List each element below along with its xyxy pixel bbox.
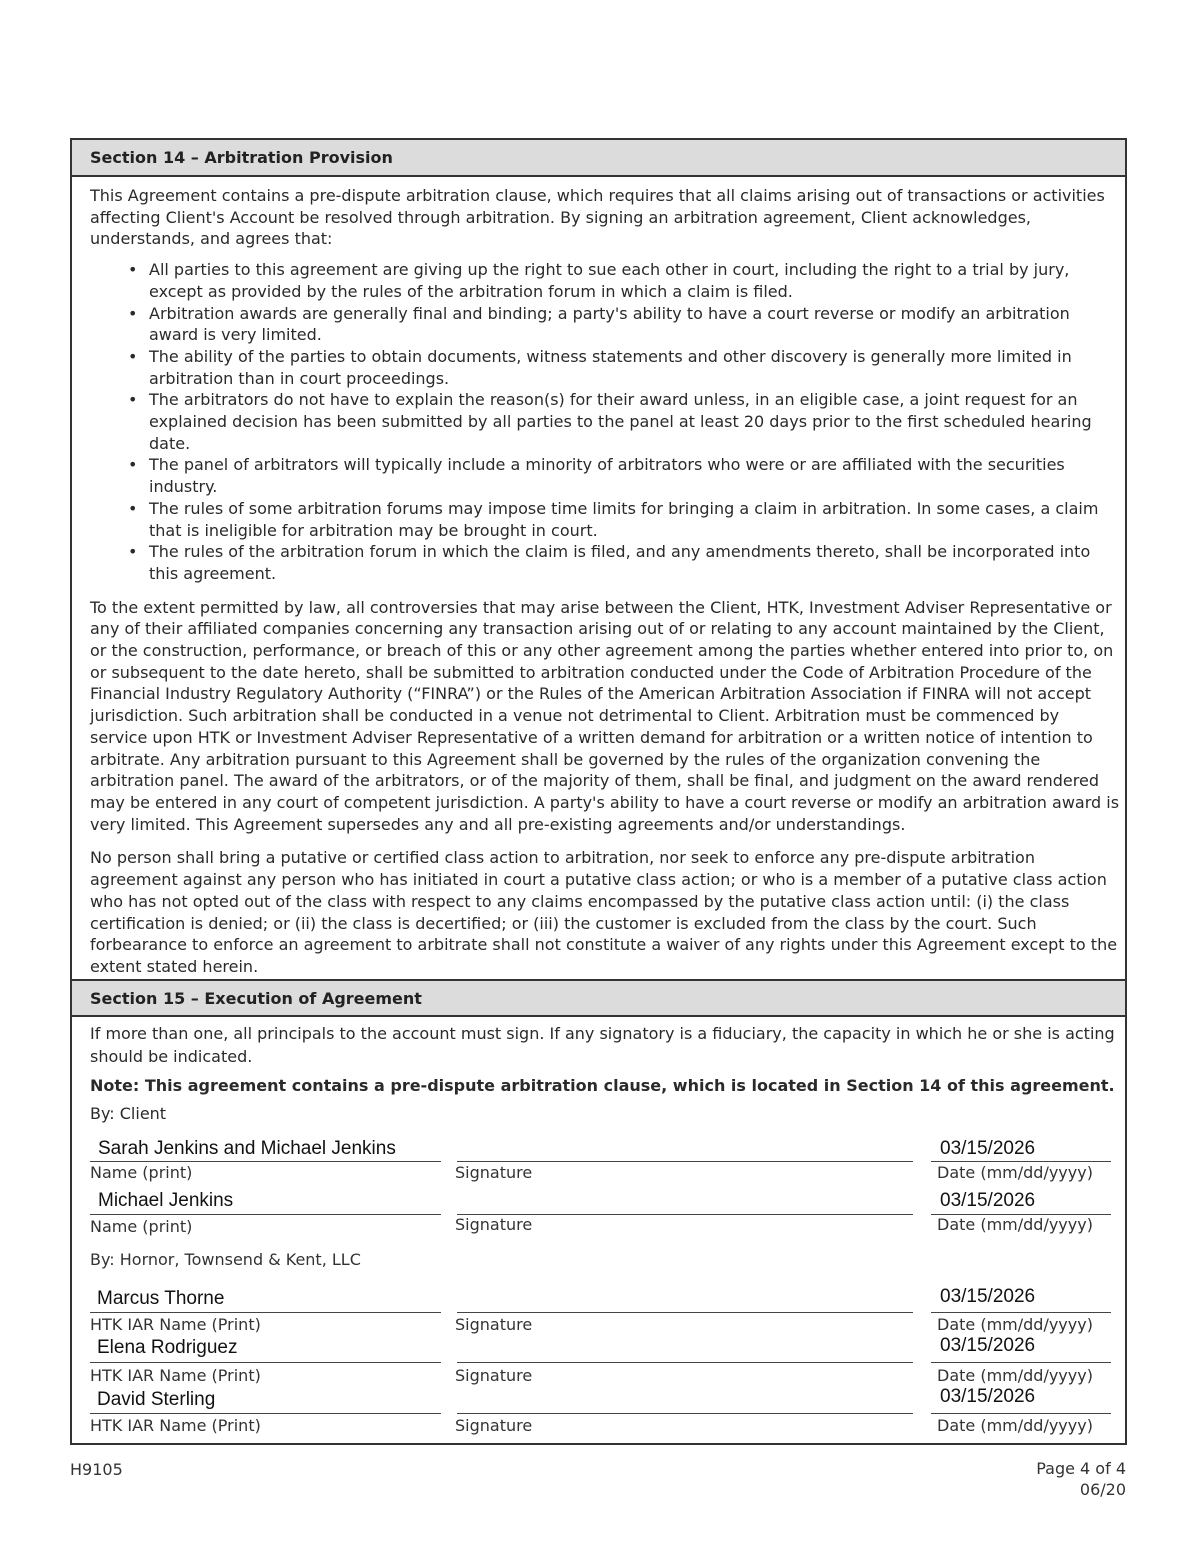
name-print-label: Name (print)	[90, 1163, 193, 1182]
iar-date-2[interactable]: 03/15/2026	[940, 1335, 1036, 1356]
section-15-title: Section 15 – Execution of Agreement	[90, 988, 422, 1008]
date-line	[931, 1362, 1111, 1363]
client-name-2[interactable]: Michael Jenkins	[98, 1190, 234, 1211]
iar-name-2[interactable]: Elena Rodriguez	[97, 1337, 238, 1358]
name-line	[90, 1214, 441, 1215]
signature-line	[457, 1312, 913, 1313]
date-label: Date (mm/dd/yyyy)	[937, 1366, 1093, 1385]
section-14-body	[90, 185, 1120, 978]
section-15-body	[90, 1022, 1120, 1125]
iar-date-1[interactable]: 03/15/2026	[940, 1286, 1036, 1307]
bullet-item: • The arbitrators do not have to explain the reason(s) for their award unless, in an eligible case, a joint request for an explained decision has been submitted by all parties to the panel at least 20 days prior to the first scheduled hearing date.	[90, 389, 1120, 454]
signature-label: Signature	[455, 1416, 533, 1435]
signature-label: Signature	[455, 1366, 533, 1385]
agreement-frame	[70, 138, 1127, 1445]
by-client-label: By: Client	[90, 1104, 167, 1123]
date-line	[931, 1161, 1111, 1162]
signature-label: Signature	[455, 1163, 533, 1182]
bullet-item: • The rules of some arbitration forums may impose time limits for bringing a claim in arbitration. In some cases, a claim that is ineligible for arbitration may be brought in court.	[90, 498, 1120, 541]
section-15-header	[72, 979, 1125, 1017]
bullet-item: • The ability of the parties to obtain documents, witness statements and other discovery is generally more limited in arbitration than in court proceedings.	[90, 346, 1120, 389]
section-14-header	[72, 140, 1125, 177]
signature-line	[457, 1362, 913, 1363]
client-name-1[interactable]: Sarah Jenkins and Michael Jenkins	[98, 1138, 396, 1159]
date-label: Date (mm/dd/yyyy)	[937, 1315, 1093, 1334]
date-label: Date (mm/dd/yyyy)	[937, 1416, 1093, 1435]
date-label: Date (mm/dd/yyyy)	[937, 1163, 1093, 1182]
section-14-paragraph-2: To the extent permitted by law, all controversies that may arise between the Client, HTK, Investment Adviser Representative or any of their affiliated companies concerning any transaction arising out of or relating to any account maintained by the Client, or the construction, performance, or breach of this or any other agreement among the parties whether entered into prior to, on or subsequent to the date hereto, shall be submitted to arbitration conducted under the Code of Arbitration Procedure of the Financial Industry Regulatory Authority (“FINRA”) or the Rules of the American Arbitration Association if FINRA will not accept jurisdiction. Such arbitration shall be conducted in a venue not detrimental to Client. Arbitration must be commenced by service upon HTK or Investment Adviser Representative of a written demand for arbitration or a written notice of intention to arbitrate. Any arbitration pursuant to this Agreement shall be governed by the rules of the organization convening the arbitration panel. The award of the arbitrators, or of the majority of them, shall be final, and judgment on the award rendered may be entered in any court of competent jurisdiction. A party's ability to have a court reverse or modify an arbitration award is very limited. This Agreement supersedes any and all pre-existing agreements and/or understandings.	[90, 597, 1120, 834]
iar-name-label: HTK IAR Name (Print)	[90, 1366, 261, 1385]
bullet-item: • All parties to this agreement are giving up the right to sue each other in court, including the right to a trial by jury, except as provided by the rules of the arbitration forum in which a claim is filed.	[90, 259, 1120, 302]
section-15-intro: If more than one, all principals to the account must sign. If any signatory is a fiduciary, the capacity in which he or she is acting should be indicated.	[90, 1024, 1115, 1066]
bullet-item: • The rules of the arbitration forum in which the claim is filed, and any amendments thereto, shall be incorporated into this agreement.	[90, 541, 1120, 584]
iar-name-label: HTK IAR Name (Print)	[90, 1315, 261, 1334]
date-label: Date (mm/dd/yyyy)	[937, 1215, 1093, 1234]
signature-label: Signature	[455, 1215, 533, 1234]
client-date-1[interactable]: 03/15/2026	[940, 1138, 1036, 1159]
client-date-2[interactable]: 03/15/2026	[940, 1190, 1036, 1211]
name-print-label: Name (print)	[90, 1217, 193, 1236]
iar-name-3[interactable]: David Sterling	[97, 1389, 216, 1410]
bullet-item: • Arbitration awards are generally final and binding; a party's ability to have a court reverse or modify an arbitration award is very limited.	[90, 303, 1120, 346]
signature-line	[457, 1413, 913, 1414]
bullet-item: • The panel of arbitrators will typically include a minority of arbitrators who were or are affiliated with the securities industry.	[90, 454, 1120, 497]
section-14-title: Section 14 – Arbitration Provision	[90, 148, 393, 167]
iar-name-1[interactable]: Marcus Thorne	[97, 1288, 225, 1309]
revision-date: 06/20	[1079, 1480, 1126, 1499]
name-line	[90, 1161, 441, 1162]
arbitration-bullet-list	[90, 259, 1120, 585]
form-id: H9105	[70, 1460, 123, 1479]
page-number: Page 4 of 4	[1036, 1459, 1126, 1478]
arbitration-note: Note: This agreement contains a pre-dispute arbitration clause, which is located in Section 14 of this agreement.	[90, 1076, 1115, 1095]
date-line	[931, 1312, 1111, 1313]
signature-line	[457, 1161, 913, 1162]
signature-label: Signature	[455, 1315, 533, 1334]
name-line	[90, 1413, 441, 1414]
by-firm-label: By: Hornor, Townsend & Kent, LLC	[90, 1250, 361, 1269]
section-14-intro: This Agreement contains a pre-dispute arbitration clause, which requires that all claims arising out of transactions or activities affecting Client's Account be resolved through arbitration. By signing an arbitration agreement, Client acknowledges, understands, and agrees that:	[90, 186, 1105, 249]
iar-date-3[interactable]: 03/15/2026	[940, 1386, 1036, 1407]
iar-name-label: HTK IAR Name (Print)	[90, 1416, 261, 1435]
name-line	[90, 1312, 441, 1313]
date-line	[931, 1413, 1111, 1414]
name-line	[90, 1362, 441, 1363]
section-14-paragraph-3: No person shall bring a putative or certified class action to arbitration, nor seek to enforce any pre-dispute arbitration agreement against any person who has initiated in court a putative class action; or who is a member of a putative class action who has not opted out of the class with respect to any claims encompassed by the putative class action until: (i) the class certification is denied; or (ii) the class is decertified; or (iii) the customer is excluded from the class by the court. Such forbearance to enforce an agreement to arbitrate shall not constitute a waiver of any rights under this Agreement except to the extent stated herein.	[90, 848, 1118, 976]
